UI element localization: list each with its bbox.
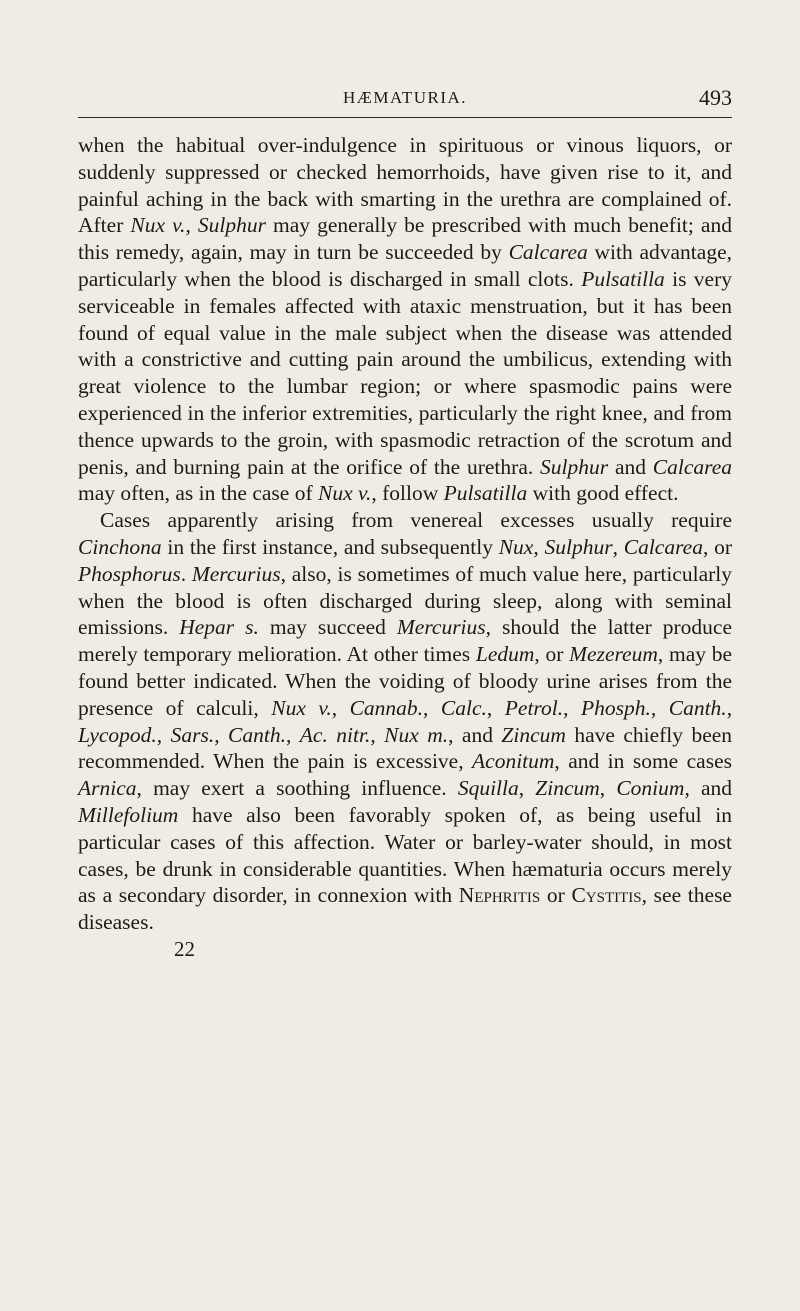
remedy-name: Squilla <box>457 776 519 801</box>
remedy-name: Cannab. <box>349 695 424 720</box>
text-run: is very serviceable in females affected with ataxic menstruation, but it has been found of equal value in the male subject when the disease was attended with a constrictive and cutting pain around the umbilicus, extending with great violence to the lumbar region; or where spasmodic pains were experienced in the inferior extremities, particularly the right knee, and from thence upwards to the groin, with spasmodic retraction of the scrotum and penis, and burning pain at the orifice of the urethra. <box>78 266 733 479</box>
remedy-name: Mercurius <box>396 615 486 640</box>
text-run: have chiefly been recommended. When the pain is excessive, <box>78 722 733 774</box>
remedy-name: Nux v. <box>318 481 372 506</box>
remedy-name: Calcarea <box>652 454 733 479</box>
remedy-name: Calcarea <box>508 240 588 265</box>
disease-reference: Nephritis <box>458 883 541 908</box>
text-run: and <box>608 454 653 479</box>
text-run: in the first instance, and subsequently <box>161 534 499 559</box>
text-run: , <box>612 534 624 559</box>
disease-reference: Cystitis <box>571 883 642 908</box>
paragraph-venereal-excesses <box>78 507 732 936</box>
text-run: , or <box>534 642 570 667</box>
text-run: , <box>599 776 617 801</box>
remedy-name: Mezereum <box>569 642 658 667</box>
remedy-name: Mercurius <box>191 561 281 586</box>
remedy-name: Sulphur <box>540 454 609 479</box>
signature-mark: 22 <box>174 936 195 961</box>
remedy-name: Aconitum <box>472 749 555 774</box>
text-run: Cases apparently arising from venereal excesses usually require <box>100 508 732 533</box>
remedy-name: Nux <box>498 534 534 559</box>
remedy-name: Conium <box>616 776 685 801</box>
text-run: with good effect. <box>527 481 679 506</box>
remedy-name: Nux v. <box>130 213 186 238</box>
text-run: may generally be prescribed with much benefit; and this remedy, again, may in turn be succeeded by <box>78 213 732 265</box>
body-text <box>78 132 732 936</box>
remedy-name: Cinchona <box>78 534 162 559</box>
text-run: , also, is sometimes of much value here, particularly when the blood is often discharged during sleep, along with seminal emissions. <box>78 561 732 640</box>
remedy-name: Nux m. <box>384 722 449 747</box>
text-run: , <box>423 695 441 720</box>
remedy-name: Calcarea <box>623 534 703 559</box>
remedy-name: Pulsatilla <box>443 481 528 506</box>
text-run: may often, as in the case of <box>78 481 318 506</box>
remedy-name: Ledum <box>475 642 535 667</box>
text-run: , <box>285 722 300 747</box>
text-run: , <box>518 776 536 801</box>
remedy-name: Zincum <box>501 722 566 747</box>
text-run: , <box>726 695 733 720</box>
text-run: , follow <box>371 481 444 506</box>
text-run: have also been favorably spoken of, as being useful in particular cases of this affection. Water or barley-water should, in most cases, be drunk in considerable quantities. When hæmaturia occurs merely as a secondary disorder, in connexion with <box>78 802 732 908</box>
text-run: , <box>370 722 385 747</box>
remedy-name: Ac. nitr. <box>299 722 371 747</box>
remedy-name: Sars. <box>170 722 215 747</box>
text-run: , <box>533 534 545 559</box>
page-header <box>78 85 732 118</box>
text-run: , and <box>448 722 502 747</box>
text-run: , and in some cases <box>554 749 732 774</box>
remedy-name: Zincum <box>535 776 600 801</box>
text-run: or <box>540 883 572 908</box>
text-run: , may exert a soothing influence. <box>136 776 458 801</box>
text-run: , may be found better indicated. When the voiding of bloody urine arises from the presence of calculi, <box>78 642 732 720</box>
text-run: , <box>185 213 198 238</box>
remedy-name: Arnica <box>78 776 137 801</box>
remedy-name: Pulsatilla <box>581 266 665 291</box>
remedy-name: Hepar s. <box>179 615 259 640</box>
paragraph-continuation <box>78 132 732 507</box>
text-run: may succeed <box>258 615 397 640</box>
text-run: , <box>563 695 581 720</box>
text-run: , or <box>702 534 733 559</box>
remedy-name: Petrol. <box>504 695 564 720</box>
remedy-name: Nux v. <box>271 695 332 720</box>
text-run: , see these diseases. <box>78 883 732 935</box>
text-run: , <box>486 695 505 720</box>
book-page <box>78 85 733 962</box>
text-run: . <box>180 561 192 586</box>
remedy-name: Phosphorus <box>78 561 181 586</box>
remedy-name: Calc. <box>440 695 487 720</box>
remedy-name: Lycopod. <box>78 722 157 747</box>
remedy-name: Canth. <box>228 722 286 747</box>
text-run: , <box>650 695 669 720</box>
text-run: , and <box>684 776 733 801</box>
text-run: , <box>331 695 350 720</box>
remedy-name: Sulphur <box>544 534 613 559</box>
remedy-name: Phosph. <box>580 695 651 720</box>
running-head: HÆMATURIA. <box>342 88 468 107</box>
text-run: , <box>214 722 229 747</box>
remedy-name: Millefolium <box>78 802 179 827</box>
remedy-name: Sulphur <box>197 213 266 238</box>
text-run: with advantage, particularly when the blood is discharged in small clots. <box>78 240 732 291</box>
header-rule <box>78 117 732 118</box>
text-run: , <box>156 722 171 747</box>
text-run: when the habitual over-indulgence in spirituous or vinous liquors, or suddenly suppressed or checked hemorrhoids, have given rise to it, and painful aching in the back with smarting in the urethra are complained of. After <box>78 133 732 238</box>
remedy-name: Canth. <box>668 695 727 720</box>
text-run: , should the latter produce merely temporary melioration. At other times <box>78 615 732 667</box>
page-number: 493 <box>699 85 732 110</box>
